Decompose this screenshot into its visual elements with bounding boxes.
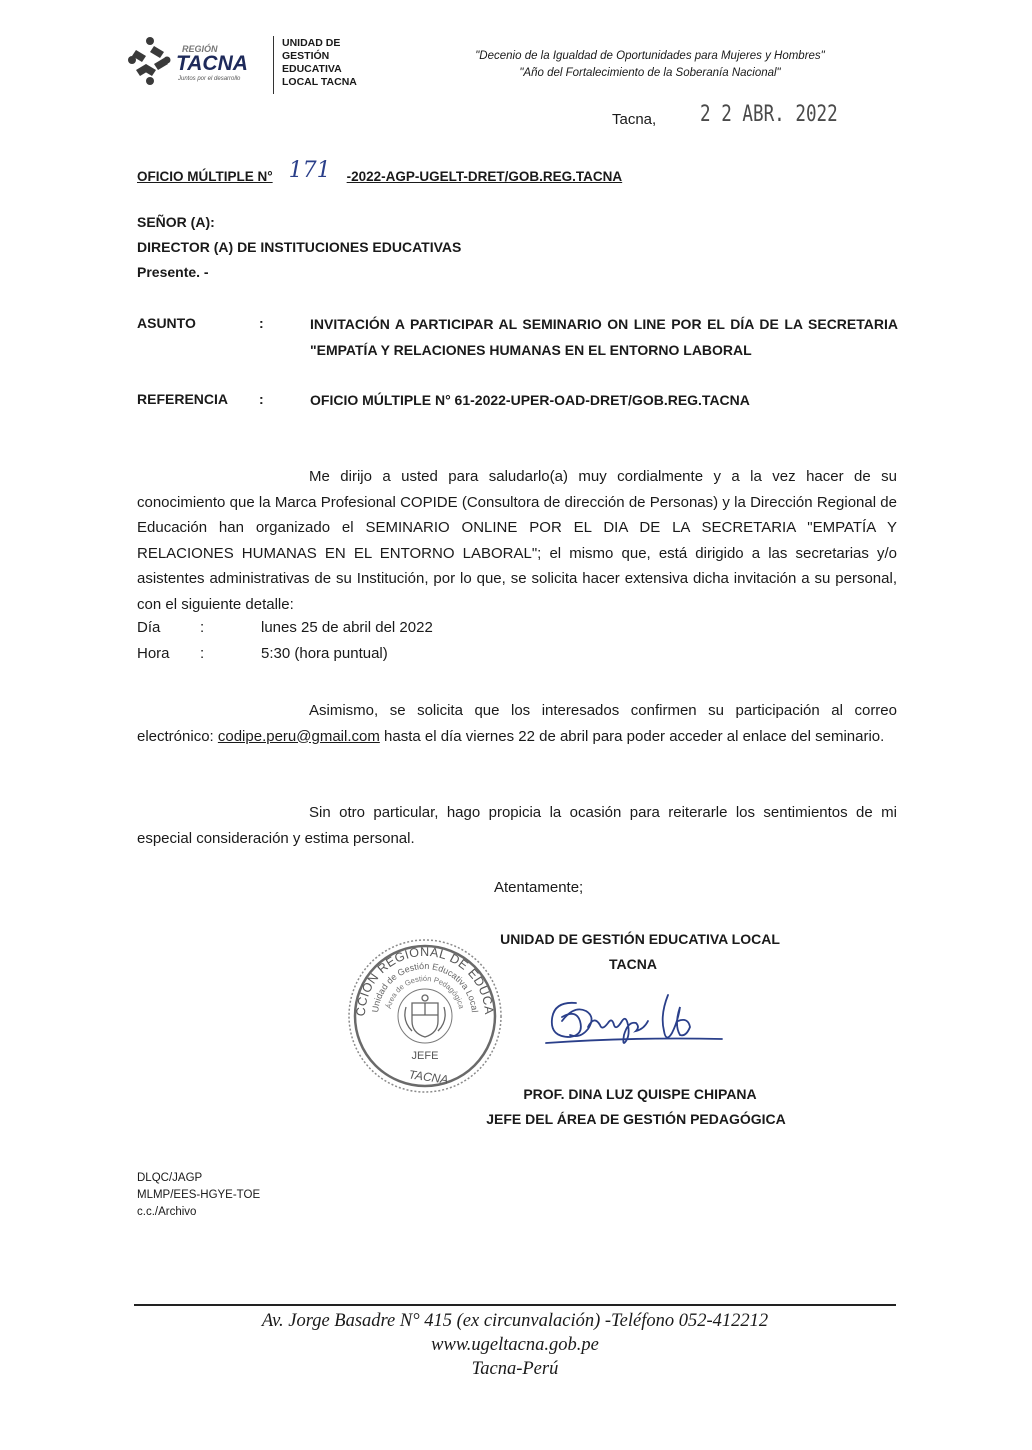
motto-line-2: "Año del Fortalecimiento de la Soberanía Nacional" — [519, 67, 781, 79]
detail-label-dia: Día — [137, 619, 161, 636]
logo-region-label: REGIÓN — [182, 44, 218, 54]
footer-address: Av. Jorge Basadre N° 415 (ex circunvalación) -Teléfono 052-412212 — [261, 1311, 769, 1331]
seal-graphic — [340, 935, 510, 1097]
paragraph-2-text-after: hasta el día viernes 22 de abril para poder acceder al enlace del seminario. — [379, 727, 885, 745]
unit-name-line: UNIDAD DE — [282, 37, 341, 49]
addressee-name: DIRECTOR (A) DE INSTITUCIONES EDUCATIVAS — [137, 239, 462, 255]
detail-colon-hora: : — [200, 645, 205, 662]
coat-of-arms-icon — [405, 995, 445, 1037]
unit-name-line: EDUCATIVA — [282, 63, 342, 75]
footer-website: www.ugeltacna.gob.pe — [431, 1335, 599, 1355]
seal-outer-text: CCIÓN REGIONAL DE EDUCA — [353, 944, 497, 1017]
unit-name-line: LOCAL TACNA — [282, 76, 357, 88]
subject-colon: : — [259, 315, 264, 331]
closing: Atentamente; — [494, 879, 584, 896]
signatory-name: PROF. DINA LUZ QUISPE CHIPANA — [523, 1086, 757, 1102]
referencia-text: OFICIO MÚLTIPLE N° 61-2022-UPER-OAD-DRET/GOB.REG.TACNA — [310, 392, 750, 408]
detail-label-hora: Hora — [137, 645, 170, 662]
signatory-role: JEFE DEL ÁREA DE GESTIÓN PEDAGÓGICA — [486, 1111, 786, 1127]
date-stamp: 2 2 ABR. 2022 — [700, 102, 838, 127]
initials-line-1: DLQC/JAGP — [137, 1172, 203, 1184]
seal-middle-text: Unidad de Gestión Educativa Local — [370, 960, 480, 1014]
tacna-logo-mark — [122, 36, 272, 92]
signature-icon — [540, 985, 730, 1055]
referencia-label: REFERENCIA — [137, 391, 229, 407]
signature-org-line-2: TACNA — [609, 956, 657, 972]
ugel-logo — [122, 36, 272, 92]
motto — [420, 48, 880, 82]
footer-divider — [134, 1304, 896, 1306]
detail-value-hora: 5:30 (hora puntual) — [261, 645, 388, 662]
body-paragraph-1: Me dirijo a usted para saludarlo(a) muy cordialmente y a la vez hacer de su conocimiento que la Marca Profesional COPIDE (Consultora de dirección de Personas) y la Dirección Regional de Educación han organizado el SEMINARIO ONLINE POR EL DIA DE LA SECRETARIA "EMPATÍA Y RELACIONES HUMANAS EN EL ENTORNO LABORAL"; el mismo que, está dirigido a las secretarias y/o asistentes administrativas de su Institución, por lo que, se solicita hacer extensiva dicha invitación a su personal, con el siguiente detalle: — [137, 468, 897, 613]
addressee-title: SEÑOR (A): — [137, 214, 215, 230]
logo-tagline: Juntos por el desarrollo — [178, 76, 241, 82]
official-seal — [340, 935, 510, 1097]
subject-label: ASUNTO — [137, 315, 196, 331]
seal-inner-text: Área de Gestión Pedagógica — [383, 973, 467, 1010]
referencia-colon: : — [259, 391, 264, 407]
motto-line-1: "Decenio de la Igualdad de Oportunidades para Mujeres y Hombres" — [475, 50, 825, 62]
unit-name — [282, 37, 372, 89]
initials-line-2: MLMP/EES-HGYE-TOE — [137, 1189, 261, 1201]
reference-suffix: -2022-AGP-UGELT-DRET/GOB.REG.TACNA — [346, 169, 623, 184]
date-place: Tacna, — [612, 111, 657, 128]
email-link[interactable]: codipe.peru@gmail.com — [217, 727, 380, 745]
signature-org-line-1: UNIDAD DE GESTIÓN EDUCATIVA LOCAL — [500, 931, 780, 947]
footer-city: Tacna-Perú — [471, 1359, 559, 1379]
handwritten-signature — [540, 985, 730, 1055]
paragraph-2-text-before: Asimismo, se solicita que los interesados confirmen su participación al correo electrónico: — [137, 702, 897, 745]
seal-center-top: JEFE — [411, 1050, 439, 1062]
addressee-presente: Presente. - — [137, 264, 209, 280]
initials-line-3: c.c./Archivo — [137, 1206, 197, 1218]
subject-text: INVITACIÓN A PARTICIPAR AL SEMINARIO ON LINE POR EL DÍA DE LA SECRETARIA "EMPATÍA Y RELACIONES HUMANAS EN EL ENTORNO LABORAL — [310, 316, 898, 358]
reference-number: 171 — [288, 158, 331, 183]
detail-value-dia: lunes 25 de abril del 2022 — [261, 619, 433, 636]
unit-name-line: GESTIÓN — [282, 50, 330, 62]
detail-colon-dia: : — [200, 619, 205, 636]
reference-prefix: OFICIO MÚLTIPLE N° — [137, 169, 273, 184]
body-paragraph-2 — [137, 698, 897, 749]
seal-center-bottom: TACNA — [407, 1067, 450, 1087]
document-reference — [137, 158, 623, 187]
logo-name: TACNA — [176, 52, 248, 75]
body-paragraph-3: Sin otro particular, hago propicia la ocasión para reiterarle los sentimientos de mi especial consideración y estima personal. — [137, 804, 897, 847]
logo-divider — [273, 36, 274, 94]
